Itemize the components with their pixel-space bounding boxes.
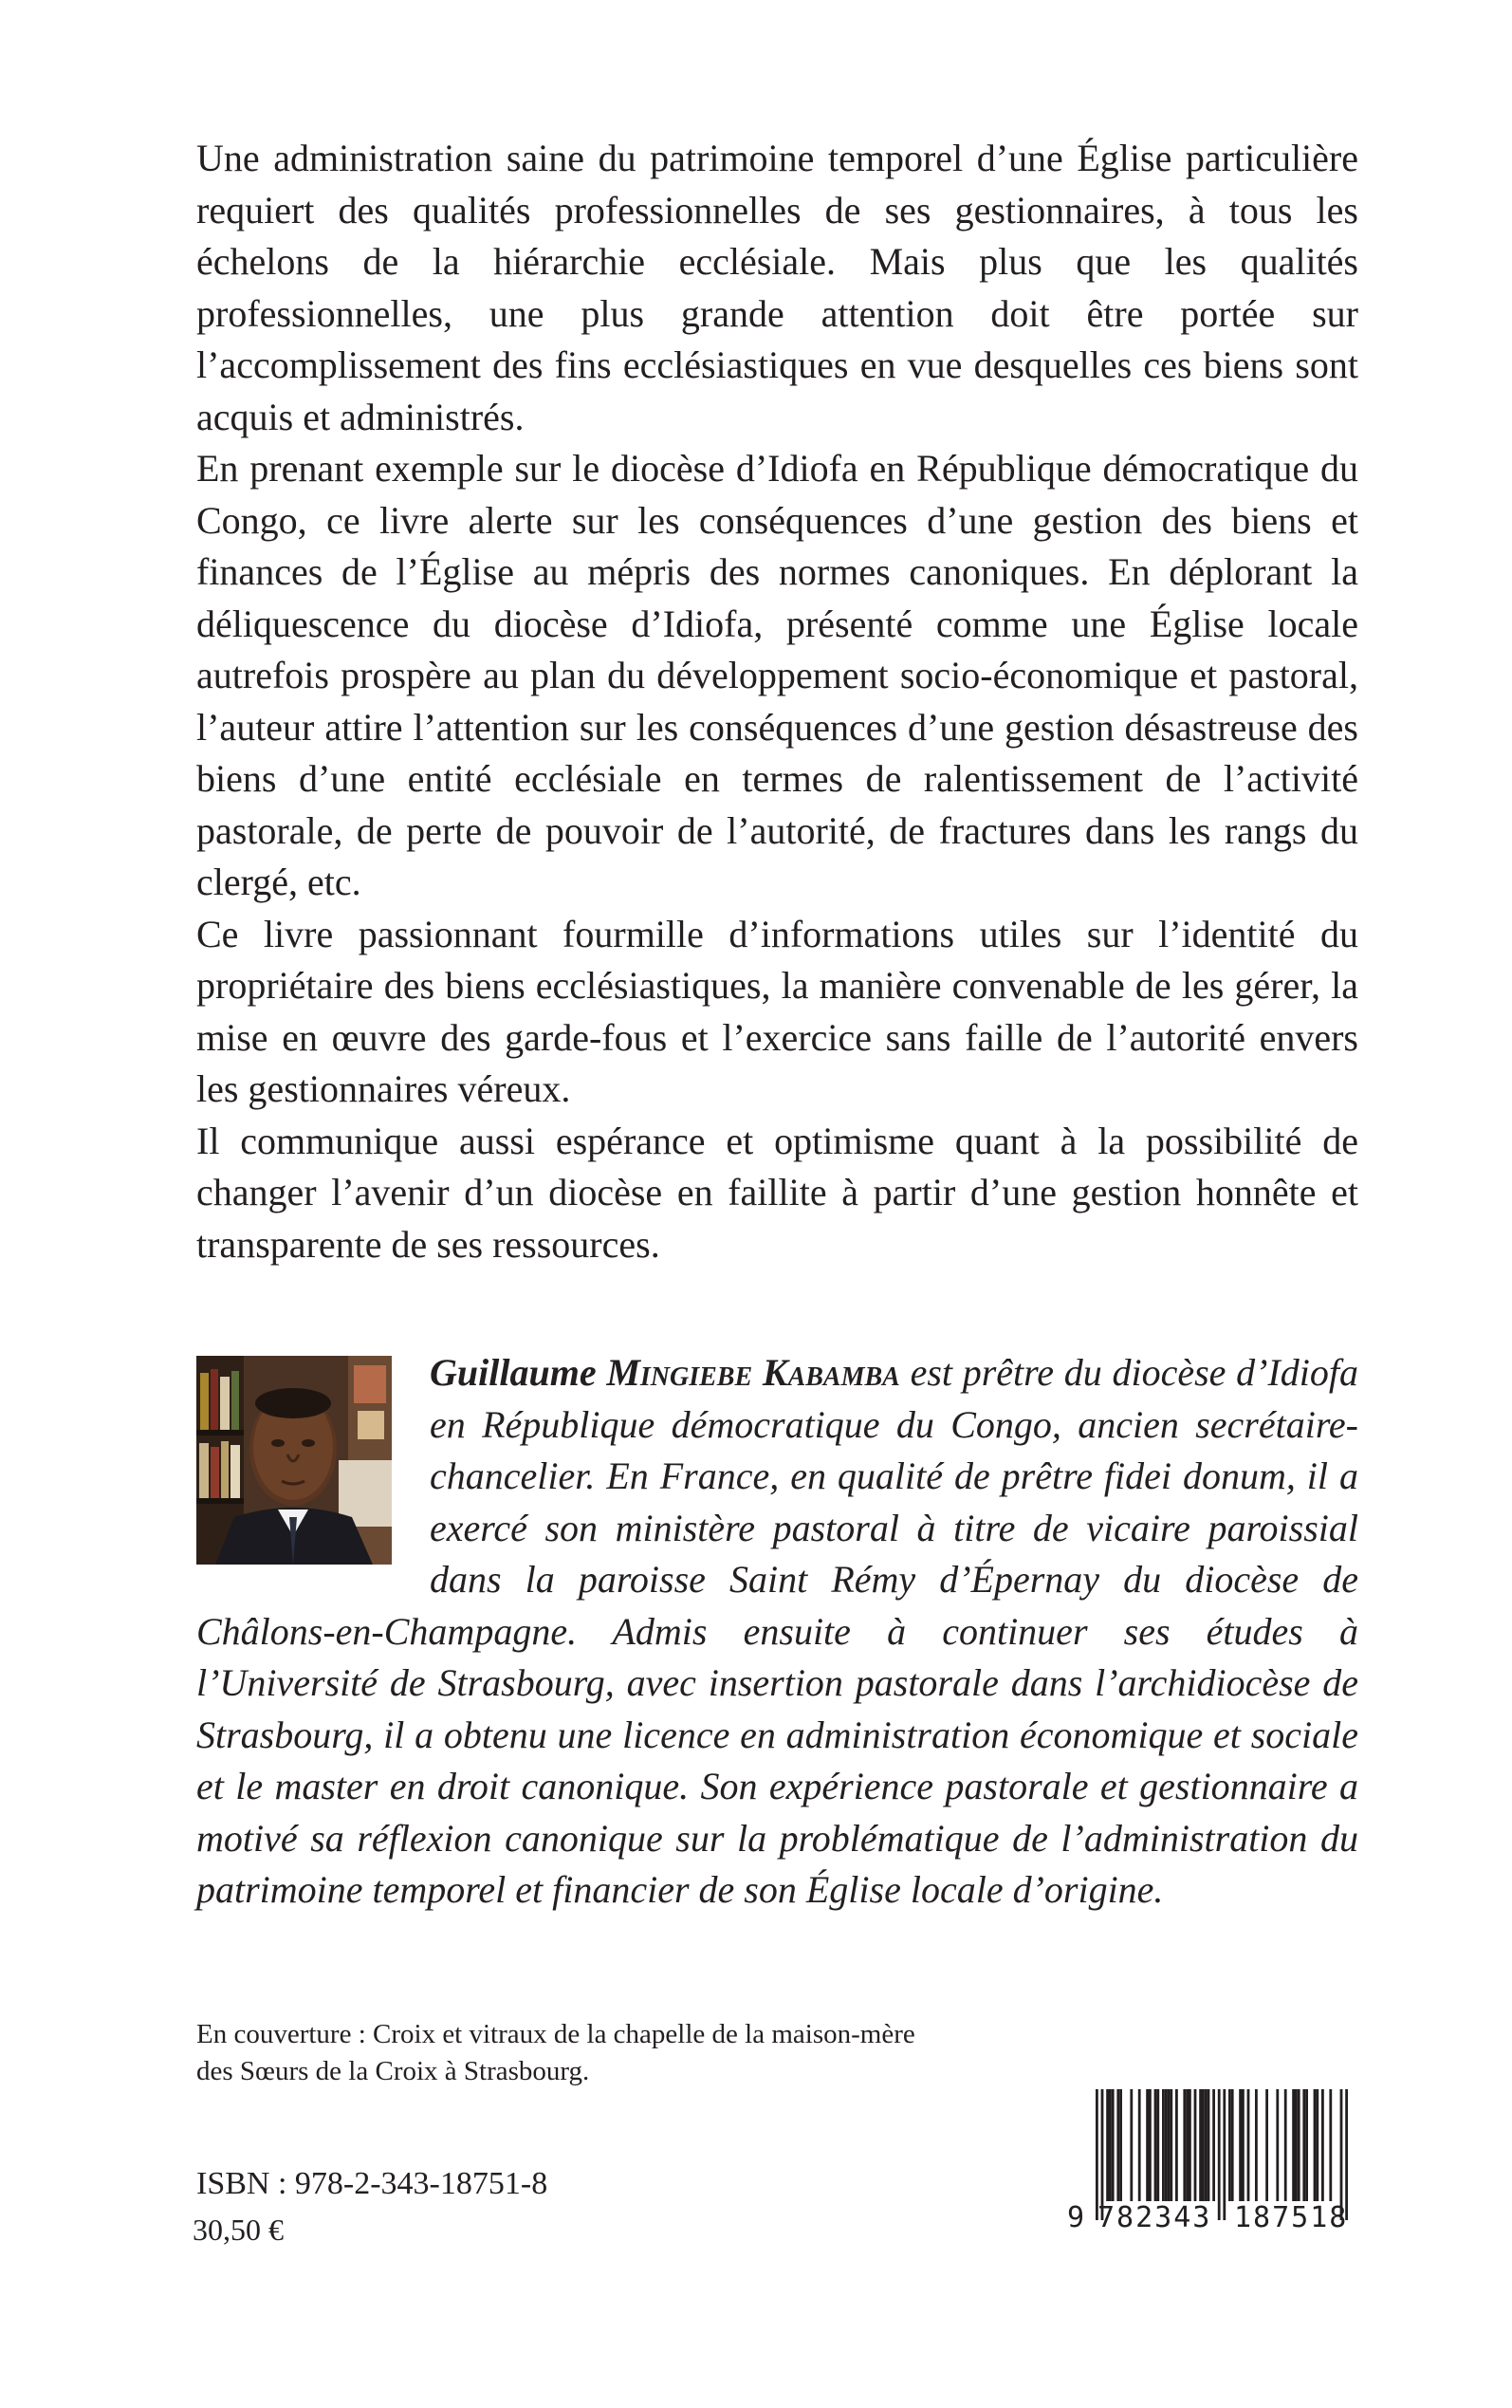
barcode-bar [1130, 2089, 1133, 2201]
summary-paragraph: En prenant exemple sur le diocèse d’Idiofa en République démocratique du Congo, ce livre alerte sur les conséquences d’une gestion des biens et finances de l’Église au mépris des normes canoniques. En déplorant la déliquescence du diocèse d’Idiofa, présenté comme une Église locale autrefois prospère au plan du développement socio-économique et pastoral, l’auteur attire l’attention sur les conséquences d’une gestion désastreuse des biens d’une entité ecclésiale en termes de ralentissement de l’activité pastorale, de perte de pouvoir de l’autorité, de fractures dans les rangs du clergé, etc. [196, 447, 1358, 903]
barcode-bar [1170, 2089, 1172, 2201]
barcode-bar [1321, 2089, 1324, 2201]
barcode-bar [1305, 2089, 1308, 2201]
isbn: ISBN : 978-2-343-18751-8 [196, 2166, 548, 2201]
barcode-bar [1314, 2089, 1317, 2201]
barcode-bar [1302, 2089, 1305, 2201]
barcode-left-group: 782343 [1097, 2201, 1212, 2234]
barcode-bar [1205, 2089, 1208, 2201]
barcode-bar [1186, 2089, 1189, 2201]
barcode-bar [1316, 2089, 1318, 2201]
barcode-bar [1284, 2089, 1287, 2201]
barcode-bar [1276, 2089, 1279, 2201]
barcode-bar [1199, 2089, 1202, 2201]
barcode-bar [1175, 2089, 1178, 2201]
author-name [430, 1351, 900, 1394]
barcode-bar [1119, 2089, 1122, 2201]
summary-paragraph: Il communique aussi espérance et optimisme quant à la possibilité de changer l’avenir d’un diocèse en faillite à partir d’une gestion honnête et transparente de ses ressources. [196, 1119, 1358, 1266]
book-summary [196, 133, 1358, 1270]
barcode-bar [1247, 2089, 1250, 2201]
barcode-digits [1067, 2199, 1361, 2237]
cover-credit [196, 2016, 1050, 2090]
author-last-name: Mingiebe Kabamba [606, 1351, 900, 1394]
barcode-bar [1149, 2089, 1152, 2201]
barcode-bar [1156, 2089, 1159, 2201]
barcode-bar [1109, 2089, 1112, 2201]
barcode-bar [1194, 2089, 1197, 2201]
barcode-bar [1106, 2089, 1109, 2201]
barcode-bar [1154, 2089, 1157, 2201]
barcode-bar [1228, 2089, 1231, 2201]
barcode-bar [1146, 2089, 1149, 2201]
barcode-bar [1162, 2089, 1165, 2201]
barcode-bar [1165, 2089, 1168, 2201]
summary-paragraph: Une administration saine du patrimoine temporel d’une Église particulière requiert des qualités professionnelles de ses gestionnaires, à tous les échelons de la hiérarchie ecclésiale. Mais plus que les qualités professionnelles, une plus grande attention doit être portée sur l’accomplissement des fins ecclésiastiques en vue desquelles ces biens sont acquis et administrés. [196, 137, 1358, 438]
barcode-bar [1208, 2089, 1210, 2201]
cover-credit-line: des Sœurs de la Croix à Strasbourg. [196, 2056, 590, 2086]
barcode [1067, 2085, 1361, 2239]
author-photo [196, 1356, 392, 1565]
barcode-bar [1183, 2089, 1186, 2201]
summary-paragraph: Ce livre passionnant fourmille d’informations utiles sur l’identité du propriétaire des biens ecclésiastiques, la manière convenable de les gérer, la mise en œuvre des garde-fous et l’exercice sans faille de l’autorité envers les gestionnaires véreux. [196, 912, 1358, 1110]
barcode-bar [1265, 2089, 1268, 2201]
author-bio-text: est prêtre du diocèse d’Idiofa en République démocratique du Congo, ancien secrétaire-chancelier. En France, en qualité de prêtre fidei donum, il a exercé son ministère pastoral à titre de vicaire paroissial dans la paroisse Saint Rémy d’Épernay du diocèse de Châlons-en-Champagne. Admis ensuite à continuer ses études à l’Université de Strasbourg, avec insertion pastorale dans l’archidiocèse de Strasbourg, il a obtenu une licence en administration économique et sociale et le master en droit canonique. Son expérience pastorale et gestionnaire a motivé sa réflexion canonique sur la problématique de l’administration du patrimoine temporel et financier de son Église locale d’origine. [196, 1351, 1359, 1911]
barcode-bar [1231, 2089, 1234, 2201]
barcode-bar [1212, 2089, 1215, 2201]
barcode-bar [1138, 2089, 1141, 2201]
barcode-bar [1329, 2089, 1332, 2201]
barcode-bar [1298, 2089, 1300, 2201]
barcode-bar [1255, 2089, 1258, 2201]
author-first-name: Guillaume [430, 1351, 597, 1394]
barcode-bar [1112, 2089, 1115, 2201]
cover-credit-line: En couverture : Croix et vitraux de la chapelle de la maison-mère [196, 2019, 915, 2049]
barcode-bar [1295, 2089, 1298, 2201]
barcode-bar [1292, 2089, 1295, 2201]
barcode-right-group: 187518 [1234, 2201, 1349, 2234]
barcode-bar [1116, 2089, 1119, 2201]
barcode-bar [1202, 2089, 1205, 2201]
barcode-bar [1242, 2089, 1245, 2201]
price: 30,50 € [193, 2213, 284, 2247]
barcode-bar [1189, 2089, 1191, 2201]
barcode-bar [1239, 2089, 1242, 2201]
barcode-lead-digit: 9 [1067, 2201, 1087, 2234]
author-block [196, 1347, 1358, 1917]
barcode-bar [1168, 2089, 1171, 2201]
